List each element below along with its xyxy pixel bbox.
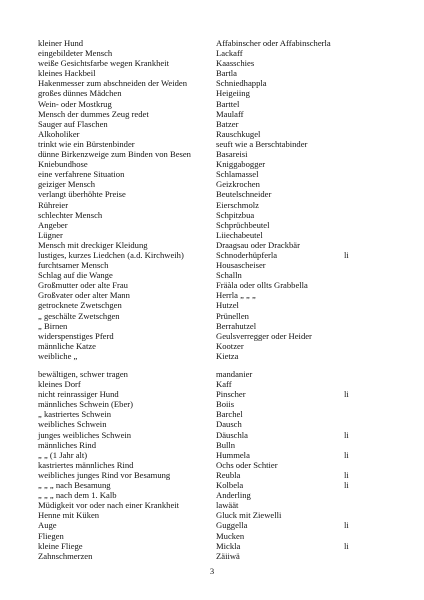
- dialect-term: Boiis: [216, 399, 235, 410]
- standard-german-term: nicht reinrassiger Hund: [38, 389, 119, 400]
- dialect-term: Mucken: [216, 530, 245, 541]
- standard-german-term: weiße Gesichtsfarbe wegen Krankheit: [38, 58, 170, 69]
- standard-german-term: „ „ (1 Jahr alt): [38, 449, 88, 460]
- glossary-row: [38, 139, 378, 149]
- glossary-row: [38, 280, 378, 290]
- glossary-row: [38, 250, 378, 260]
- standard-german-term: getrocknete Zwetschgen: [38, 300, 122, 311]
- standard-german-term: Lügner: [38, 229, 63, 240]
- glossary-row: [38, 510, 378, 520]
- glossary-row: [38, 389, 378, 399]
- dialect-term: Batzer: [216, 118, 239, 129]
- standard-german-term: Hakenmesser zum abschneiden der Weiden: [38, 78, 188, 89]
- dialect-term: Zäiiwä: [216, 550, 240, 561]
- glossary-row: [38, 290, 378, 300]
- standard-german-term: dünne Birkenzweige zum Binden von Besen: [38, 149, 191, 160]
- dialect-term: Schnoderhüpferla: [216, 249, 278, 260]
- dialect-term: Geulsverregger oder Heider: [216, 330, 312, 341]
- dialect-term: Lackaff: [216, 48, 243, 59]
- dialect-term: Kolbela: [216, 480, 244, 491]
- page-number: 3: [209, 566, 215, 576]
- dialect-term: Kaasschies: [216, 58, 255, 69]
- glossary-row: [38, 300, 378, 310]
- margin-mark: li: [344, 249, 349, 260]
- standard-german-term: „ geschälte Zwetschgen: [38, 310, 120, 321]
- dialect-term: Hutzel: [216, 300, 239, 311]
- standard-german-term: „ „ „ nach Besamung: [38, 480, 111, 491]
- dialect-term: Barttel: [216, 98, 240, 109]
- standard-german-term: kleines Hackbeil: [38, 68, 96, 79]
- standard-german-term: verlangt überhöhte Preise: [38, 189, 126, 200]
- standard-german-term: Angeber: [38, 219, 68, 230]
- glossary-row: [38, 500, 378, 510]
- margin-mark: li: [344, 469, 349, 480]
- glossary-row: [38, 311, 378, 321]
- margin-mark: li: [344, 520, 349, 531]
- standard-german-term: Großmutter oder alte Frau: [38, 280, 128, 291]
- glossary-row: [38, 430, 378, 440]
- glossary-row: [38, 119, 378, 129]
- dialect-term: Guggella: [216, 520, 248, 531]
- dialect-term: Housascheiser: [216, 260, 266, 271]
- standard-german-term: kleiner Hund: [38, 38, 84, 48]
- standard-german-term: Großvater oder alter Mann: [38, 290, 130, 301]
- glossary-row: [38, 109, 378, 119]
- standard-german-term: „ kastriertes Schwein: [38, 409, 112, 420]
- dialect-term: Maulaff: [216, 108, 244, 119]
- section-spacer: [38, 361, 378, 369]
- glossary-row: [38, 520, 378, 530]
- standard-german-term: widerspenstiges Pferd: [38, 330, 114, 341]
- standard-german-term: weibliche „: [38, 350, 78, 361]
- standard-german-term: männliche Katze: [38, 340, 96, 351]
- standard-german-term: Mensch mit dreckiger Kleidung: [38, 239, 148, 250]
- dialect-term: Bartla: [216, 68, 237, 79]
- glossary-row: [38, 450, 378, 460]
- glossary-row: [38, 149, 378, 159]
- dialect-term: Schlamassel: [216, 169, 259, 180]
- dialect-term: seuft wie a Berschtabinder: [216, 138, 308, 149]
- dialect-term: Liiechabeutel: [216, 229, 263, 240]
- standard-german-term: Rühreier: [38, 199, 69, 210]
- standard-german-term: Kniebundhose: [38, 159, 88, 170]
- dialect-term: lawäät: [216, 500, 239, 511]
- dialect-term: Affabinscher oder Affabinscherla: [216, 38, 331, 48]
- standard-german-term: Henne mit Küken: [38, 510, 100, 521]
- glossary-row: [38, 189, 378, 199]
- margin-mark: li: [344, 449, 349, 460]
- standard-german-term: großes dünnes Mädchen: [38, 88, 122, 99]
- standard-german-term: Alkoholiker: [38, 128, 80, 139]
- standard-german-term: Auge: [38, 520, 57, 531]
- dialect-term: Fräàla oder ollts Grabbella: [216, 280, 308, 291]
- glossary-row: [38, 409, 378, 419]
- dialect-term: Däuschla: [216, 429, 248, 440]
- standard-german-term: geiziger Mensch: [38, 179, 96, 190]
- standard-german-term: eine verfahrene Situation: [38, 169, 125, 180]
- glossary-row: [38, 210, 378, 220]
- glossary-row: [38, 470, 378, 480]
- dialect-term: Rauschkugel: [216, 128, 261, 139]
- standard-german-term: furchtsamer Mensch: [38, 260, 109, 271]
- standard-german-term: „ „ „ nach dem 1. Kalb: [38, 490, 117, 501]
- dialect-term: Berrahutzel: [216, 320, 257, 331]
- dialect-term: Reubla: [216, 469, 241, 480]
- standard-german-term: Fliegen: [38, 530, 64, 541]
- standard-german-term: eingebildeter Mensch: [38, 48, 113, 59]
- standard-german-term: männliches Schwein (Eber): [38, 399, 133, 410]
- dialect-term: Eierschmolz: [216, 199, 259, 210]
- glossary-row: [38, 58, 378, 68]
- margin-mark: li: [344, 389, 349, 400]
- dialect-term: Geizkrochen: [216, 179, 260, 190]
- dialect-term: Kietza: [216, 350, 239, 361]
- dialect-term: Draagsau oder Drackbär: [216, 239, 300, 250]
- dialect-term: Gluck mit Ziewelli: [216, 510, 282, 521]
- dialect-term: Hummela: [216, 449, 250, 460]
- dialect-glossary: [38, 38, 378, 561]
- glossary-row: [38, 220, 378, 230]
- dialect-term: Kootzer: [216, 340, 244, 351]
- glossary-row: [38, 341, 378, 351]
- glossary-row: [38, 240, 378, 250]
- glossary-row: [38, 260, 378, 270]
- glossary-row: [38, 460, 378, 470]
- glossary-row: [38, 379, 378, 389]
- glossary-row: [38, 230, 378, 240]
- glossary-row: [38, 68, 378, 78]
- margin-mark: li: [344, 540, 349, 551]
- glossary-row: [38, 419, 378, 429]
- standard-german-term: kastriertes männliches Rind: [38, 459, 134, 470]
- standard-german-term: Sauger auf Flaschen: [38, 118, 108, 129]
- glossary-row: [38, 490, 378, 500]
- dialect-term: Bulln: [216, 439, 236, 450]
- standard-german-term: männliches Rind: [38, 439, 96, 450]
- standard-german-term: Mensch der dummes Zeug redet: [38, 108, 149, 119]
- glossary-row: [38, 48, 378, 58]
- dialect-term: Anderling: [216, 490, 251, 501]
- glossary-row: [38, 369, 378, 379]
- standard-german-term: „ Birnen: [38, 320, 68, 331]
- dialect-term: Herrla „ „ „: [216, 290, 256, 301]
- glossary-row: [38, 78, 378, 88]
- glossary-row: [38, 331, 378, 341]
- margin-mark: li: [344, 480, 349, 491]
- standard-german-term: bewältigen, schwer tragen: [38, 369, 128, 379]
- glossary-row: [38, 200, 378, 210]
- standard-german-term: weibliches Schwein: [38, 419, 107, 430]
- dialect-term: Schprüchbeutel: [216, 219, 270, 230]
- glossary-row: [38, 321, 378, 331]
- dialect-term: Schalln: [216, 270, 242, 281]
- glossary-row: [38, 169, 378, 179]
- standard-german-term: Zahnschmerzen: [38, 550, 93, 561]
- glossary-row: [38, 351, 378, 361]
- dialect-term: Ochs oder Schtier: [216, 459, 278, 470]
- glossary-row: [38, 270, 378, 280]
- glossary-row: [38, 399, 378, 409]
- glossary-row: [38, 551, 378, 561]
- glossary-row: [38, 88, 378, 98]
- standard-german-term: Wein- oder Mostkrug: [38, 98, 112, 109]
- dialect-term: mandanier: [216, 369, 253, 379]
- standard-german-term: Müdigkeit vor oder nach einer Krankheit: [38, 500, 180, 511]
- dialect-term: Basareisi: [216, 149, 248, 160]
- glossary-row: [38, 129, 378, 139]
- standard-german-term: weibliches junges Rind vor Besamung: [38, 469, 171, 480]
- glossary-row: [38, 179, 378, 189]
- standard-german-term: schlechter Mensch: [38, 209, 103, 220]
- glossary-row: [38, 440, 378, 450]
- standard-german-term: lustiges, kurzes Liedchen (a.d. Kirchweih): [38, 249, 184, 260]
- standard-german-term: kleines Dorf: [38, 379, 81, 390]
- standard-german-term: junges weibliches Schwein: [38, 429, 132, 440]
- glossary-row: [38, 531, 378, 541]
- glossary-row: [38, 541, 378, 551]
- dialect-term: Kniggabogger: [216, 159, 266, 170]
- glossary-row: [38, 99, 378, 109]
- dialect-term: Pinscher: [216, 389, 246, 400]
- dialect-term: Heigeiing: [216, 88, 250, 99]
- dialect-term: Schpitzbua: [216, 209, 255, 220]
- dialect-term: Dausch: [216, 419, 242, 430]
- dialect-term: Beutelschneider: [216, 189, 272, 200]
- dialect-term: Schniedhappla: [216, 78, 267, 89]
- glossary-row: [38, 159, 378, 169]
- dialect-term: Mickla: [216, 540, 241, 551]
- dialect-term: Kaff: [216, 379, 232, 390]
- glossary-row: [38, 38, 378, 48]
- standard-german-term: kleine Fliege: [38, 540, 83, 551]
- dialect-term: Prünellen: [216, 310, 249, 321]
- margin-mark: li: [344, 429, 349, 440]
- standard-german-term: trinkt wie ein Bürstenbinder: [38, 138, 135, 149]
- standard-german-term: Schlag auf die Wange: [38, 270, 113, 281]
- dialect-term: Barchel: [216, 409, 243, 420]
- glossary-row: [38, 480, 378, 490]
